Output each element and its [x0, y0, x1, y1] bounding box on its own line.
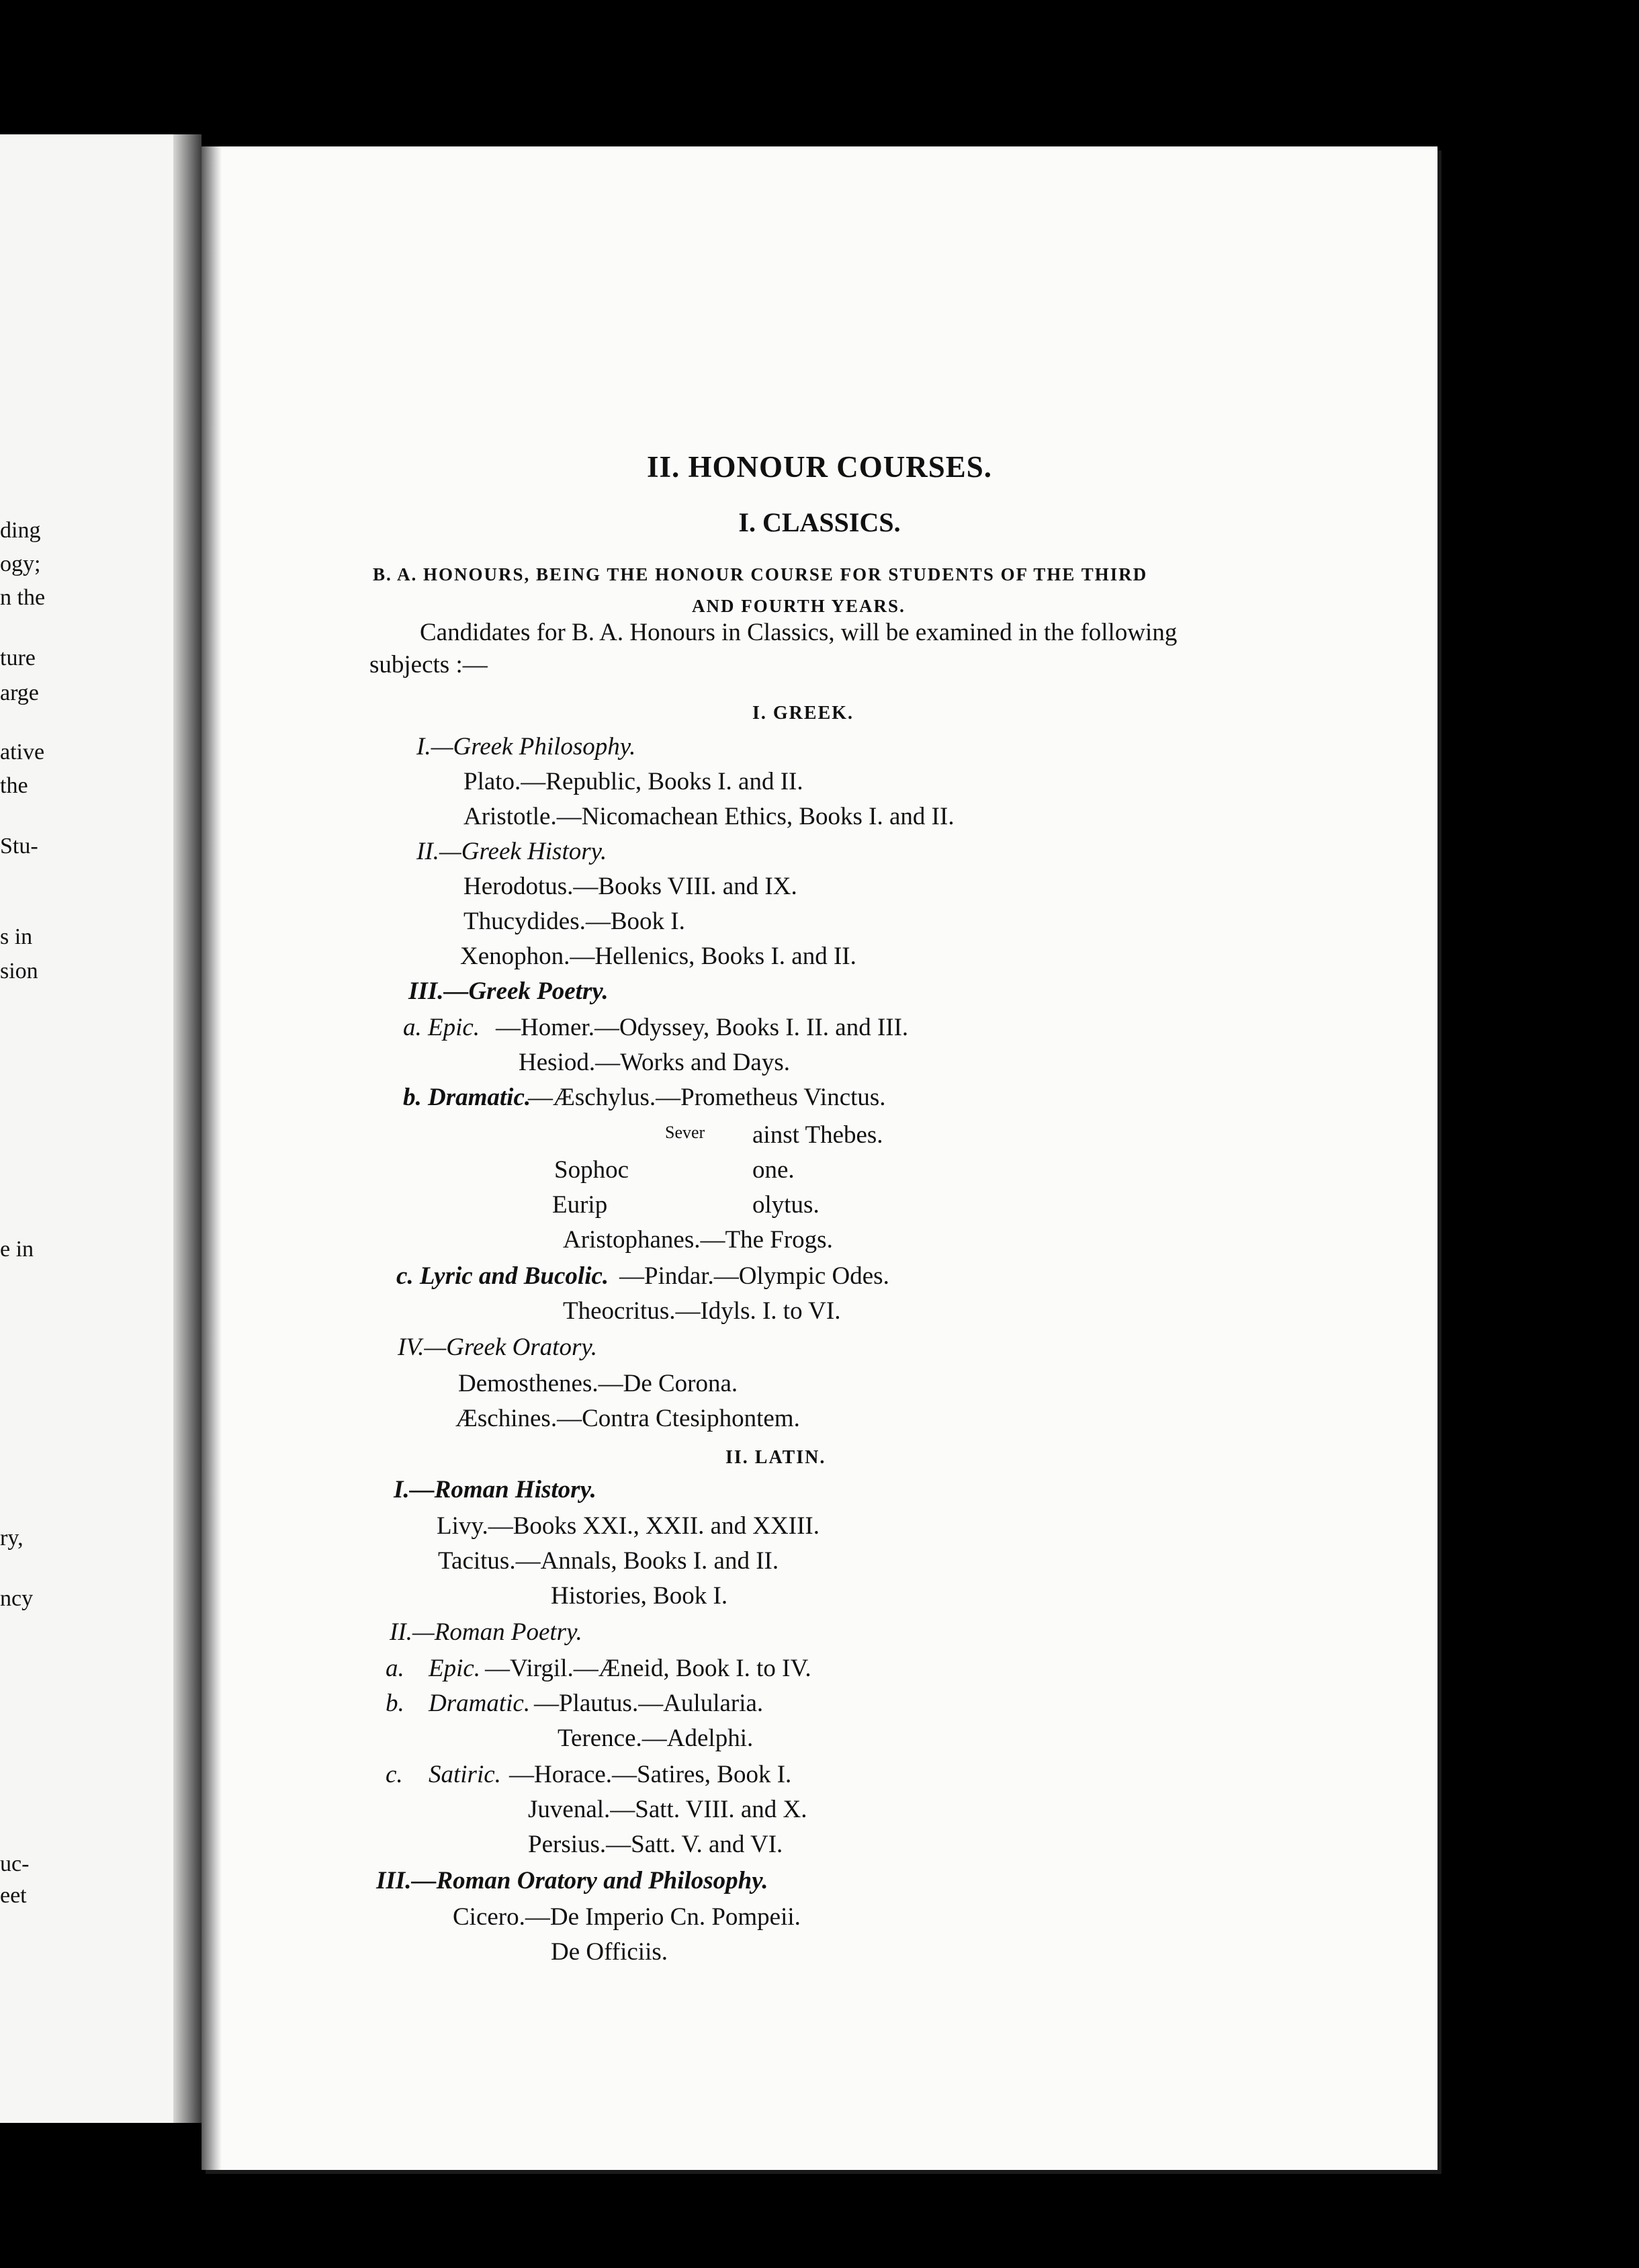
category-letter: a.: [386, 1655, 404, 1682]
list-item: Thucydides.—Book I.: [463, 908, 685, 935]
greek-heading: I. GREEK.: [752, 703, 854, 724]
left-page-fragment: ative: [0, 740, 45, 765]
left-page-fragment: ding: [0, 518, 41, 543]
list-item-fragment: Eurip: [552, 1191, 608, 1219]
page-edge-shadow: [202, 146, 222, 2170]
left-page-fragment: ture: [0, 646, 36, 670]
greek-history-heading: II.—Greek History.: [416, 838, 607, 865]
list-item: Terence.—Adelphi.: [558, 1725, 754, 1752]
latin-heading: II. LATIN.: [725, 1447, 826, 1468]
greek-oratory-heading: IV.—Greek Oratory.: [398, 1334, 597, 1361]
list-item: Juvenal.—Satt. VIII. and X.: [528, 1796, 807, 1823]
list-item: Herodotus.—Books VIII. and IX.: [463, 873, 797, 900]
category-letter: b.: [386, 1690, 404, 1717]
left-page-fragment: ncy: [0, 1586, 34, 1611]
category-label: c. Lyric and Bucolic.: [396, 1262, 609, 1290]
left-page-fragment: ry,: [0, 1526, 24, 1551]
roman-poetry-heading: II.—Roman Poetry.: [390, 1618, 582, 1646]
category-letter: c.: [386, 1761, 403, 1788]
roman-history-heading: I.—Roman History.: [394, 1476, 596, 1503]
list-item: —Æschylus.—Prometheus Vinctus.: [528, 1084, 886, 1111]
left-page-fragment: ogy;: [0, 552, 41, 576]
intro-text: Candidates for B. A. Honours in Classics, will be examined in the following: [420, 619, 1178, 646]
left-facing-page: [0, 134, 202, 2123]
list-item: Plato.—Republic, Books I. and II.: [463, 768, 803, 795]
list-item: Livy.—Books XXI., XXII. and XXIII.: [437, 1512, 820, 1540]
list-item: Tacitus.—Annals, Books I. and II.: [438, 1547, 779, 1575]
page-title: II. HONOUR COURSES.: [646, 450, 993, 484]
left-page-fragment: Stu-: [0, 834, 38, 859]
list-item: De Officiis.: [551, 1938, 668, 1966]
list-item: Aristophanes.—The Frogs.: [563, 1226, 833, 1254]
list-item: Cicero.—De Imperio Cn. Pompeii.: [453, 1903, 801, 1931]
list-item-fragment: ainst Thebes.: [752, 1121, 883, 1149]
list-item: —Pindar.—Olympic Odes.: [619, 1262, 889, 1290]
list-item-fragment: Sophoc: [554, 1156, 629, 1184]
left-page-fragment: uc-: [0, 1851, 30, 1876]
list-item: Demosthenes.—De Corona.: [458, 1370, 738, 1397]
category-label: Dramatic.: [429, 1690, 531, 1717]
left-page-fragment: arge: [0, 681, 39, 705]
list-item: —Virgil.—Æneid, Book I. to IV.: [485, 1655, 811, 1682]
list-item-fragment: one.: [752, 1156, 795, 1184]
list-item: —Homer.—Odyssey, Books I. II. and III.: [496, 1014, 909, 1041]
list-item: Æschines.—Contra Ctesiphontem.: [455, 1405, 800, 1432]
category-label: b. Dramatic.: [403, 1084, 531, 1111]
list-item: Theocritus.—Idyls. I. to VI.: [563, 1297, 841, 1325]
document-page: [202, 146, 1437, 2170]
left-page-fragment: the: [0, 773, 28, 798]
list-item: —Horace.—Satires, Book I.: [509, 1761, 792, 1788]
category-label: a. Epic.: [403, 1014, 480, 1041]
left-page-fragment: e in: [0, 1237, 34, 1262]
category-label: Satiric.: [429, 1761, 501, 1788]
course-subtitle: AND FOURTH YEARS.: [692, 596, 905, 616]
greek-philosophy-heading: I.—Greek Philosophy.: [416, 733, 636, 760]
list-item: Persius.—Satt. V. and VI.: [528, 1831, 783, 1858]
greek-poetry-heading: III.—Greek Poetry.: [408, 977, 609, 1005]
left-page-fragment: eet: [0, 1883, 27, 1908]
left-page-fragment: s in: [0, 924, 33, 949]
list-item: —Plautus.—Aulularia.: [534, 1690, 764, 1717]
left-page-fragment: sion: [0, 959, 38, 984]
intro-text: subjects :—: [369, 651, 488, 679]
list-item: Aristotle.—Nicomachean Ethics, Books I. and II.: [463, 803, 955, 830]
list-item: Xenophon.—Hellenics, Books I. and II.: [460, 943, 856, 970]
book-gutter: [173, 134, 202, 2123]
section-heading: I. CLASSICS.: [738, 507, 901, 537]
list-item-fragment: olytus.: [752, 1191, 820, 1219]
list-item-fragment: Sever: [665, 1123, 705, 1142]
list-item: Hesiod.—Works and Days.: [519, 1049, 790, 1076]
left-page-fragment: n the: [0, 585, 46, 610]
course-subtitle: B. A. HONOURS, BEING THE HONOUR COURSE FOR STUDENTS OF THE THIRD: [373, 564, 1148, 584]
roman-oratory-heading: III.—Roman Oratory and Philosophy.: [376, 1867, 768, 1894]
list-item: Histories, Book I.: [551, 1582, 728, 1610]
category-label: Epic.: [429, 1655, 481, 1682]
